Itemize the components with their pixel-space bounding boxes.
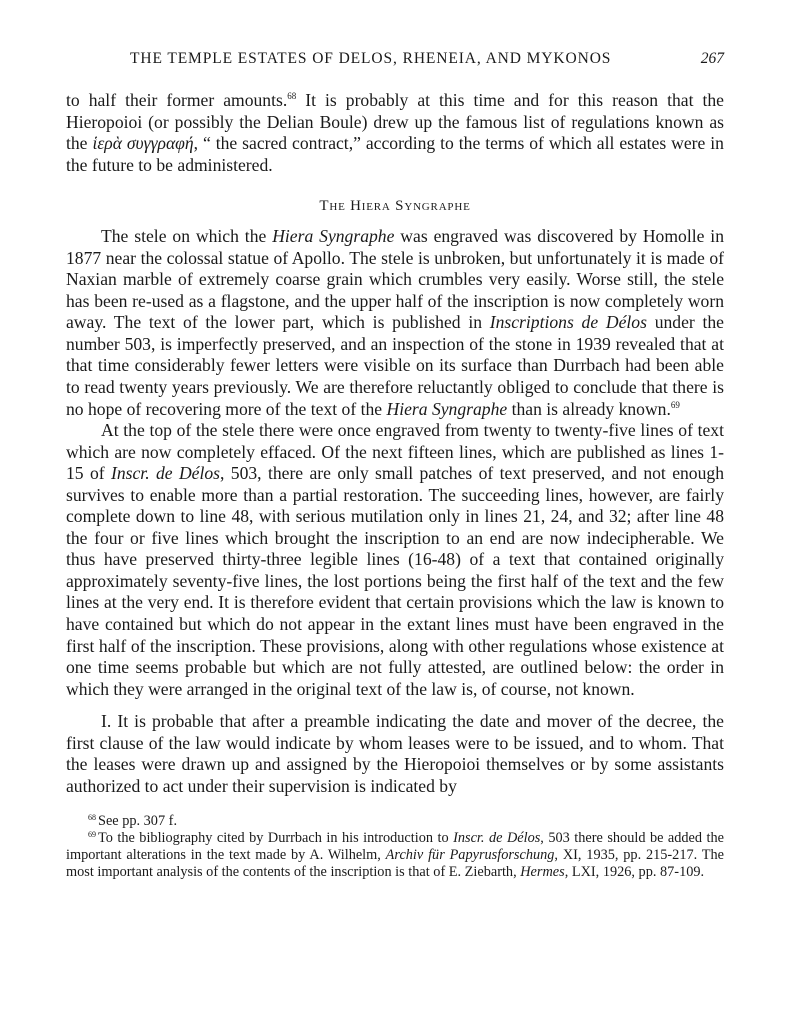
section-heading: The Hiera Syngraphe bbox=[319, 198, 471, 215]
main-text bbox=[66, 90, 724, 797]
footnote-ref-69[interactable]: 69 bbox=[670, 399, 680, 410]
running-title: THE TEMPLE ESTATES OF DELOS, RHENEIA, AND MYKONOS bbox=[130, 50, 612, 67]
footnotes bbox=[66, 813, 724, 880]
page-number: 267 bbox=[700, 50, 724, 67]
paragraph-stele: The stele on which the Hiera Syngraphe was engraved was discovered by Homolle in 1877 near the colossal statue of Apollo. The stele is unbroken, but unfortunately it is made of Naxian marble of extremely coarse grain which crumbles very easily. Worse still, the stele has been re-used as a flagstone, and the upper half of the inscription is now completely worn away. The text of the lower part, which is published in Inscriptions de Délos under the number 503, is imperfectly preserved, and an inspection of the stone in 1939 revealed that at that time considerably fewer letters were visible on its surface than Durrbach had been able to read twenty years previously. We are therefore reluctantly obliged to conclude that there is no hope of recovering more of the text of the Hiera Syngraphe than is already known.$^{69}$ bbox=[66, 226, 724, 419]
footnote-68: $^{68}$ See pp. 307 f. bbox=[88, 813, 178, 830]
page bbox=[66, 50, 724, 881]
paragraph-provision-i: I. It is probable that after a preamble indicating the date and mover of the decree, the first clause of the law would indicate by whom leases were to be issued, and to whom. That the leases were drawn up and assigned by the Hieropoioi themselves or by some assistants authorized to act under their supervision is indicated by bbox=[66, 711, 724, 796]
running-header bbox=[66, 50, 724, 74]
greek-term: ἱερὰ συγγραφή bbox=[92, 133, 194, 154]
intro-paragraph: to half their former amounts.$^{68}$ It is probably at this time and for this reason that the Hieropoioi (or possibly the Delian Boule) drew up the famous list of regulations known as the ἱερὰ συγγραφή, “ the sacred contract,” according to the terms of which all estates were in the future to be administered. bbox=[66, 90, 724, 175]
footnote-ref-68[interactable]: 68 bbox=[287, 91, 297, 101]
paragraph-lines: At the top of the stele there were once engraved from twenty to twenty-five lines of text which are now completely effaced. Of the next fifteen lines, which are published as lines 1-15 of Inscr. de Délos, 503, there are only small patches of text preserved, and not enough survives to enable more than a partial restoration. The succeeding lines, however, are fairly complete down to line 48, with serious mutilation only in lines 21, 24, and 32; after line 48 the four or five lines which brought the inscription to an end are now indecipherable. We thus have preserved thirty-three legible lines (16-48) of a text that contained originally approximately seventy-five lines, the lost portions being the first half of the text and the few lines at the very end. It is therefore evident that certain provisions which the law is known to have contained but which do not appear in the extant lines must have been engraved in the first half of the inscription. These provisions, along with other regulations whose existence at one time seems probable but which are not fully attested, are outlined below: the order in which they were arranged in the original text of the law is, of course, not known. bbox=[66, 420, 724, 699]
footnote-69: $^{69}$ To the bibliography cited by Durrbach in his introduction to Inscr. de Délos, 503 there should be added the important alterations in the text made by A. Wilhelm, Archiv für Papyrusforschung, XI, 1935, pp. 215-217. The most important analysis of the contents of the inscription is that of E. Ziebarth, Hermes, LXI, 1926, pp. 87-109. bbox=[66, 830, 725, 880]
